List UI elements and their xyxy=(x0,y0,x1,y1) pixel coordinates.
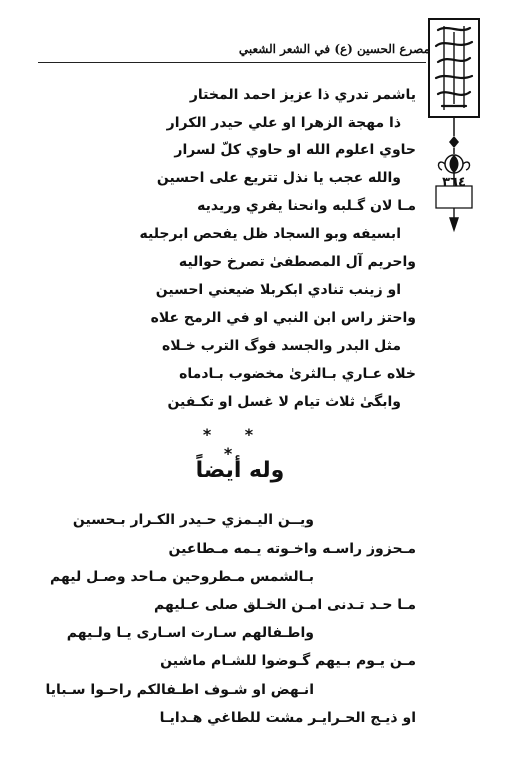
verse-line: مـحزوز راسـه واخـوته يـمه مـطاعين xyxy=(168,541,416,557)
verse-line: ابسيفه وبو السجاد ظل يفحص ابرجليه xyxy=(139,226,401,242)
verse-line: حاوي اعلوم الله او حاوي كلّ لسرار xyxy=(174,142,416,158)
section-title: وله أيضاً xyxy=(195,458,285,483)
verse-line: واحريم آل المصطفىٰ تصرخ حواليه xyxy=(178,254,416,270)
verse-line: ذا مهجة الزهرا او علي حيدر الكرار xyxy=(166,115,401,131)
calligraphy-icon xyxy=(430,20,478,116)
verse-line: او ذيـج الحـرايـر مشت للطاغي هـدايـا xyxy=(159,710,416,726)
verse-line: والله عجب يا نذل تتريع على احسين xyxy=(156,170,401,186)
verse-line: ياشمر تدري ذا عزيز احمد المختار xyxy=(189,87,416,103)
verse-line: واطـفالهم سـارت اسـارى يـا ولـيهم xyxy=(66,625,314,641)
verse-line: مـن يـوم بـيهم گـوضوا للشـام ماشين xyxy=(160,653,416,669)
running-header: مصرع الحسين (ع) في الشعر الشعبي xyxy=(238,42,430,56)
verse-line: واحتز راس ابن النبي او في الرمح علاه xyxy=(150,310,416,326)
separator-stars: * * * xyxy=(202,425,268,463)
verse-line: ويــن اليـمزي حـيدر الكـرار بـحسين xyxy=(72,512,314,528)
verse-line: خلاه عـاري بـالثرىٰ مخضوب بـادماه xyxy=(179,366,416,382)
verse-line: مـا لان گـلبه وانحنا يفري وريديه xyxy=(197,198,416,214)
verse-line: انـهض او شـوف اطـفالكم راحـوا سـبايا xyxy=(45,682,314,698)
header-rule xyxy=(38,62,426,63)
verse-line: او زينب تنادي ابكربلا ضيعني احسين xyxy=(155,282,401,298)
verse-line: بـالشمس مـطروحين مـاحد وصـل ليهم xyxy=(50,569,314,585)
calligraphy-emblem xyxy=(428,18,480,118)
verse-line: مثل البدر والجسد فوگ الترب خـلاه xyxy=(162,338,401,354)
verse-line: مـا حـد تـدنى امـن الخـلق صلى عـليهم xyxy=(154,597,416,613)
page-number: ٣٦٤ xyxy=(442,175,466,190)
verse-line: وابگىٰ ثلاث تيام لا غسل او تكـفين xyxy=(167,394,401,410)
